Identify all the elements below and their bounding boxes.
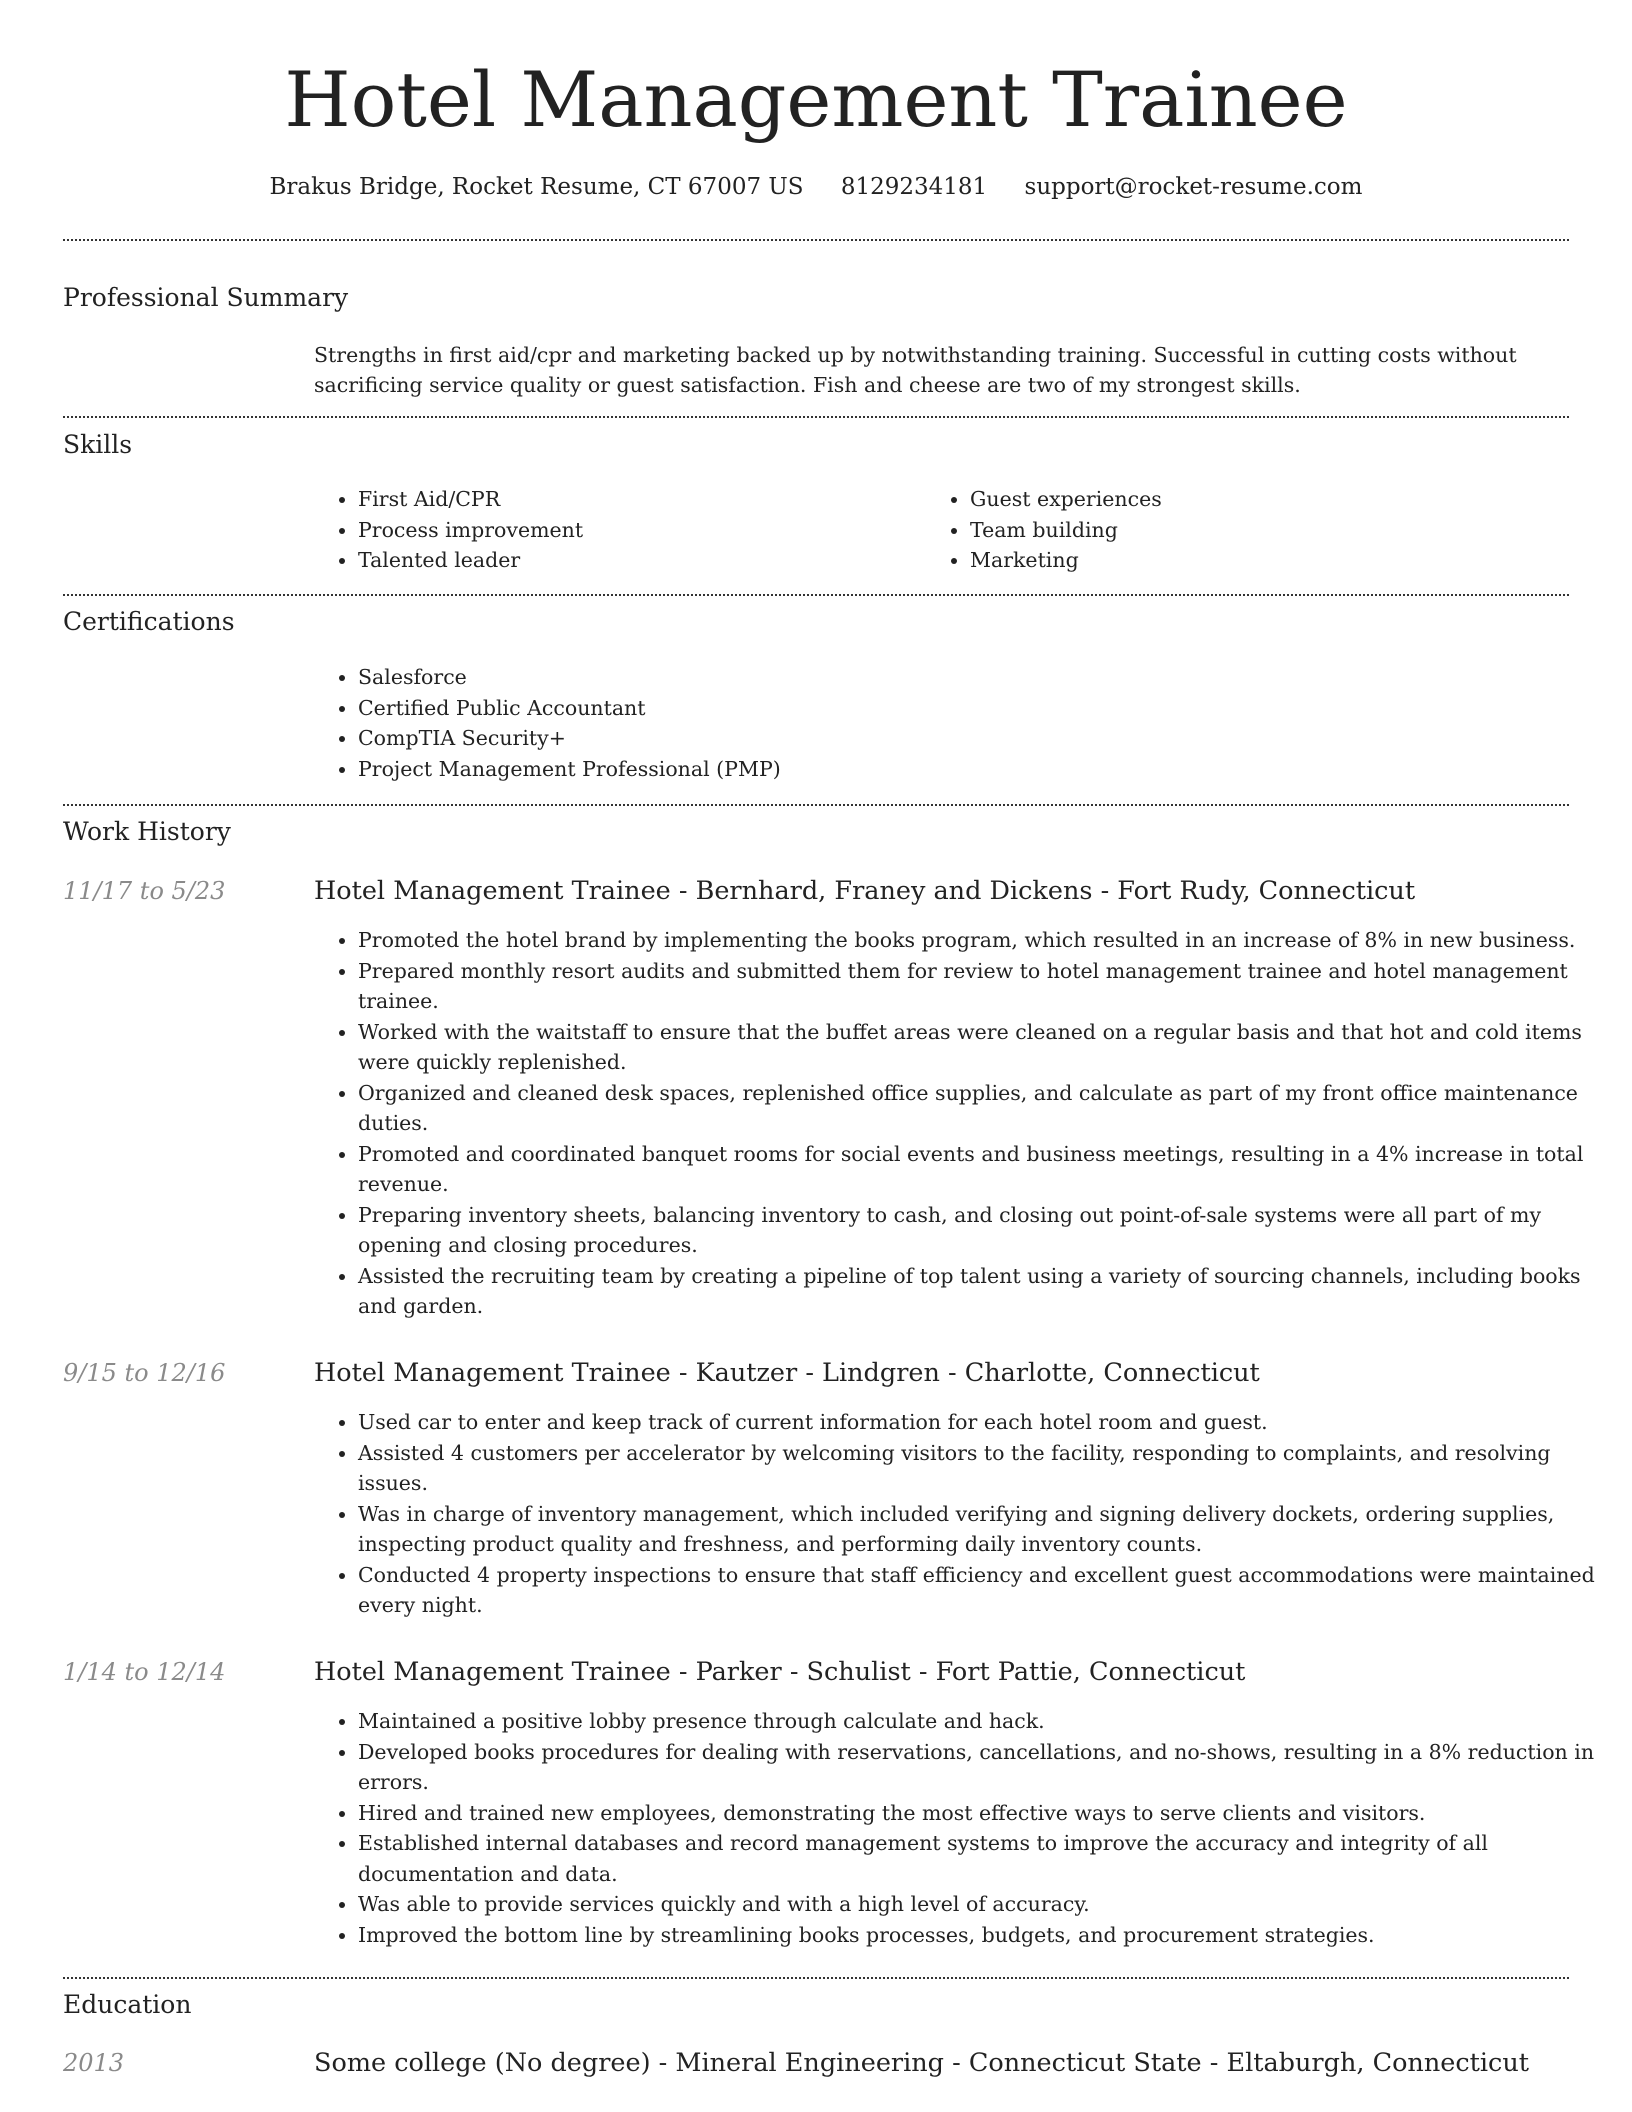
- job-bullet: • Assisted the recruiting team by creating a pipeline of top talent using a variety of sourcing channels, including books and garden.: [358, 1261, 1618, 1322]
- job-bullet: • Conducted 4 property inspections to ensure that staff efficiency and excellent guest accommodations were maintained every night.: [358, 1560, 1618, 1621]
- certifications-heading: Certifications: [63, 607, 235, 636]
- job-dates: 9/15 to 12/16: [63, 1359, 226, 1387]
- candidate-name: Hotel Management Trainee: [284, 55, 1348, 144]
- job-bullet: • Organized and cleaned desk spaces, replenished office supplies, and calculate as part of my front office maintenance duties.: [358, 1078, 1618, 1139]
- job-bullets: [314, 1706, 1618, 1950]
- section-divider: [63, 804, 1569, 806]
- job-bullet: • Developed books procedures for dealing with reservations, cancellations, and no-shows, resulting in a 8% reduction in errors.: [358, 1737, 1618, 1798]
- job-bullet: • Used car to enter and keep track of current information for each hotel room and guest.: [358, 1407, 1618, 1438]
- skill-item: • Team building: [970, 515, 1530, 546]
- certification-item: • Certified Public Accountant: [358, 693, 1358, 724]
- job-dates: 1/14 to 12/14: [63, 1658, 226, 1686]
- job-bullet: • Improved the bottom line by streamlining books processes, budgets, and procurement strategies.: [358, 1920, 1618, 1951]
- summary-heading: Professional Summary: [63, 283, 349, 312]
- job-bullet: • Established internal databases and record management systems to improve the accuracy and integrity of all documentation and data.: [358, 1828, 1618, 1889]
- job-bullet: • Was able to provide services quickly and with a high level of accuracy.: [358, 1889, 1618, 1920]
- job-bullet: • Hired and trained new employees, demonstrating the most effective ways to serve clients and visitors.: [358, 1798, 1618, 1829]
- certifications-list: [314, 662, 1358, 784]
- contact-address: Brakus Bridge, Rocket Resume, CT 67007 US: [269, 174, 804, 200]
- job-bullets: [314, 925, 1618, 1322]
- certification-item: • CompTIA Security+: [358, 723, 1358, 754]
- job-heading: Hotel Management Trainee - Parker - Schulist - Fort Pattie, Connecticut: [314, 1657, 1246, 1687]
- job-bullets: [314, 1407, 1618, 1621]
- section-divider: [63, 594, 1569, 596]
- skills-list-right: [926, 484, 1530, 576]
- education-entry: Some college (No degree) - Mineral Engineering - Connecticut State - Eltaburgh, Connecticut: [314, 2048, 1530, 2078]
- skills-list-left: [314, 484, 918, 576]
- skill-item: • First Aid/CPR: [358, 484, 918, 515]
- work-history-heading: Work History: [63, 817, 231, 846]
- job-heading: Hotel Management Trainee - Bernhard, Franey and Dickens - Fort Rudy, Connecticut: [314, 876, 1416, 906]
- section-divider: [63, 416, 1569, 418]
- section-divider: [63, 239, 1569, 241]
- education-year: 2013: [63, 2049, 125, 2077]
- contact-phone: 8129234181: [840, 174, 988, 200]
- skills-heading: Skills: [63, 430, 133, 459]
- certification-item: • Salesforce: [358, 662, 1358, 693]
- job-bullet: • Preparing inventory sheets, balancing inventory to cash, and closing out point-of-sale systems were all part of my opening and closing procedures.: [358, 1200, 1618, 1261]
- job-bullet: • Prepared monthly resort audits and submitted them for review to hotel management trainee and hotel management trainee.: [358, 956, 1618, 1017]
- skill-item: • Guest experiences: [970, 484, 1530, 515]
- skill-item: • Talented leader: [358, 545, 918, 576]
- job-bullet: • Promoted the hotel brand by implementing the books program, which resulted in an increase of 8% in new business.: [358, 925, 1618, 956]
- skill-item: • Marketing: [970, 545, 1530, 576]
- job-dates: 11/17 to 5/23: [63, 877, 226, 905]
- job-bullet: • Worked with the waitstaff to ensure that the buffet areas were cleaned on a regular basis and that hot and cold items were quickly replenished.: [358, 1017, 1618, 1078]
- job-bullet: • Was in charge of inventory management, which included verifying and signing delivery dockets, ordering supplies, inspecting product quality and freshness, and performing daily inventory counts.: [358, 1499, 1618, 1560]
- summary-text: Strengths in first aid/cpr and marketing backed up by notwithstanding training. Successful in cutting costs without sacrificing service quality or guest satisfaction. Fish and cheese are two of my strongest skills.: [314, 343, 1517, 397]
- education-heading: Education: [63, 1990, 192, 2019]
- contact-email: support@rocket-resume.com: [1024, 174, 1363, 200]
- job-bullet: • Assisted 4 customers per accelerator by welcoming visitors to the facility, responding to complaints, and resolving issues.: [358, 1438, 1618, 1499]
- contact-line: [0, 170, 1632, 204]
- job-bullet: • Maintained a positive lobby presence through calculate and hack.: [358, 1706, 1618, 1737]
- skill-item: • Process improvement: [358, 515, 918, 546]
- certification-item: • Project Management Professional (PMP): [358, 754, 1358, 785]
- job-heading: Hotel Management Trainee - Kautzer - Lindgren - Charlotte, Connecticut: [314, 1358, 1260, 1388]
- job-bullet: • Promoted and coordinated banquet rooms for social events and business meetings, resulting in a 4% increase in total revenue.: [358, 1139, 1618, 1200]
- section-divider: [63, 1977, 1569, 1979]
